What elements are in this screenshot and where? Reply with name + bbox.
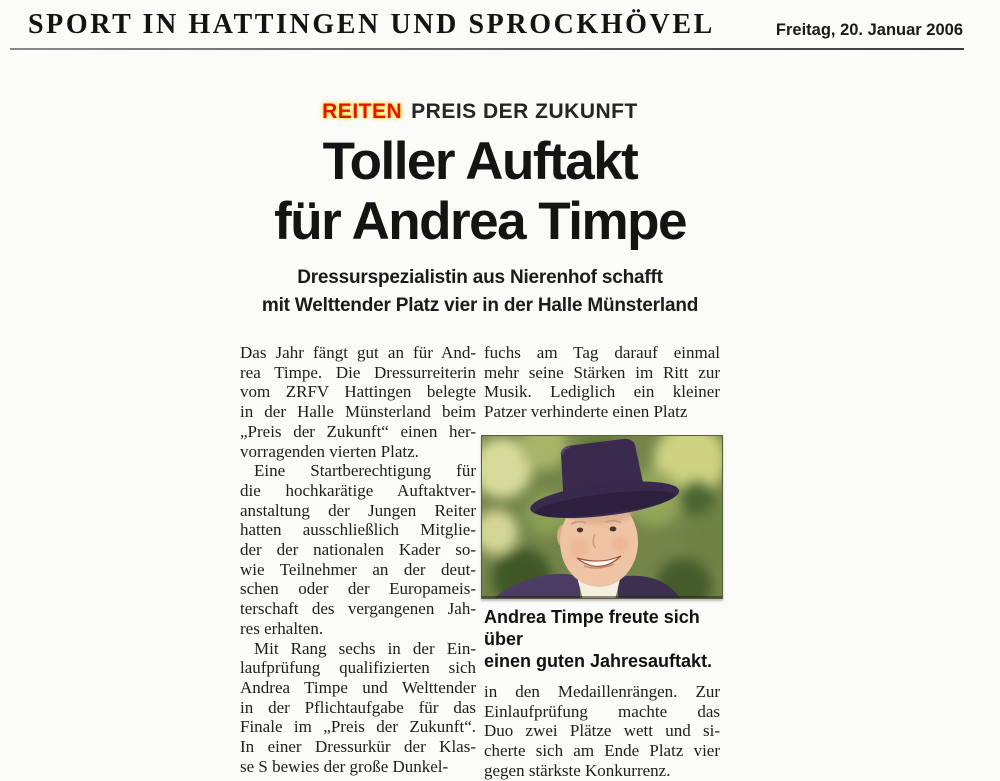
body-line: der der nationalen Kader so- <box>240 540 476 560</box>
headline-line: für Andrea Timpe <box>274 192 686 251</box>
article <box>240 100 720 780</box>
caption-line: einen guten Jahresauftakt. <box>484 650 713 671</box>
body-line: terschaft des vergangenen Jah- <box>240 599 476 619</box>
masthead-section-title: SPORT IN HATTINGEN UND SPROCKHÖVEL <box>28 9 715 40</box>
body-line: cherte sich am Ende Platz vier <box>484 740 720 760</box>
left-column <box>240 343 476 780</box>
masthead-rule <box>10 48 964 50</box>
body-line: in der Pflichtaufgabe für das <box>240 697 476 717</box>
right-column <box>484 343 720 780</box>
body-line: hatten ausschließlich Mitglie- <box>240 520 476 540</box>
body-line: res erhalten. <box>240 618 324 638</box>
article-photo <box>481 435 723 599</box>
kicker-text: PREIS DER ZUKUNFT <box>411 100 638 123</box>
body-line: Andrea Timpe und Welttender <box>240 677 476 697</box>
body-line: Das Jahr fängt gut an für And- <box>240 343 476 362</box>
body-line: in den Medaillenrängen. Zur <box>484 681 720 701</box>
photo-illustration <box>482 436 722 599</box>
body-line: Patzer verhinderte einen Platz <box>484 402 688 422</box>
headline <box>240 132 720 252</box>
body-line: gegen stärkste Konkurrenz. <box>484 760 671 780</box>
body-line: Einlaufprüfung machte das <box>484 701 720 721</box>
paragraph <box>240 639 476 777</box>
photo-caption <box>484 606 720 672</box>
body-line: rea Timpe. Die Dressurreiterin <box>240 362 476 382</box>
body-line: „Preis der Zukunft“ einen her- <box>240 421 476 441</box>
right-column-top-text <box>484 343 720 422</box>
kicker-tag: REITEN <box>322 100 403 123</box>
subhead <box>240 264 720 320</box>
body-line: mehr seine Stärken im Ritt zur <box>484 362 720 382</box>
body-line: anstaltung der Jungen Reiter <box>240 500 476 520</box>
kicker <box>240 100 720 124</box>
subhead-line: mit Welttender Platz vier in der Halle Münsterland <box>261 295 699 316</box>
body-line: laufprüfung qualifizierten sich <box>240 658 476 678</box>
body-line: fuchs am Tag darauf einmal <box>484 343 720 362</box>
body-line: Eine Startberechtigung für <box>254 461 476 481</box>
body-line: schen oder der Europameis- <box>240 579 476 599</box>
paragraph <box>484 343 720 422</box>
body-line: In einer Dressurkür der Klas- <box>240 737 476 757</box>
paragraph <box>240 461 476 638</box>
body-line: Musik. Lediglich ein kleiner <box>484 382 720 402</box>
paragraph <box>240 343 476 461</box>
body-line: in der Halle Münsterland beim <box>240 402 476 422</box>
body-line: Finale im „Preis der Zukunft“. <box>240 717 476 737</box>
body-line: se S bewies der große Dunkel- <box>240 756 449 776</box>
subhead-line: Dressurspezialistin aus Nierenhof schafft <box>297 267 663 288</box>
body-line: Duo zwei Plätze wett und si- <box>484 721 720 741</box>
body-line: die hochkarätige Auftaktver- <box>240 480 476 500</box>
right-column-bottom-text <box>484 682 720 781</box>
body-line: Mit Rang sechs in der Ein- <box>254 638 476 658</box>
headline-line: Toller Auftakt <box>322 132 638 191</box>
body-line: vorragenden vierten Platz. <box>240 441 419 461</box>
paragraph <box>484 682 720 781</box>
caption-line: Andrea Timpe freute sich über <box>484 606 700 649</box>
body-line: wie Teilnehmer an der deut- <box>240 559 476 579</box>
article-columns <box>240 343 720 780</box>
body-line: vom ZRFV Hattingen belegte <box>240 382 476 402</box>
masthead-date: Freitag, 20. Januar 2006 <box>775 21 963 39</box>
